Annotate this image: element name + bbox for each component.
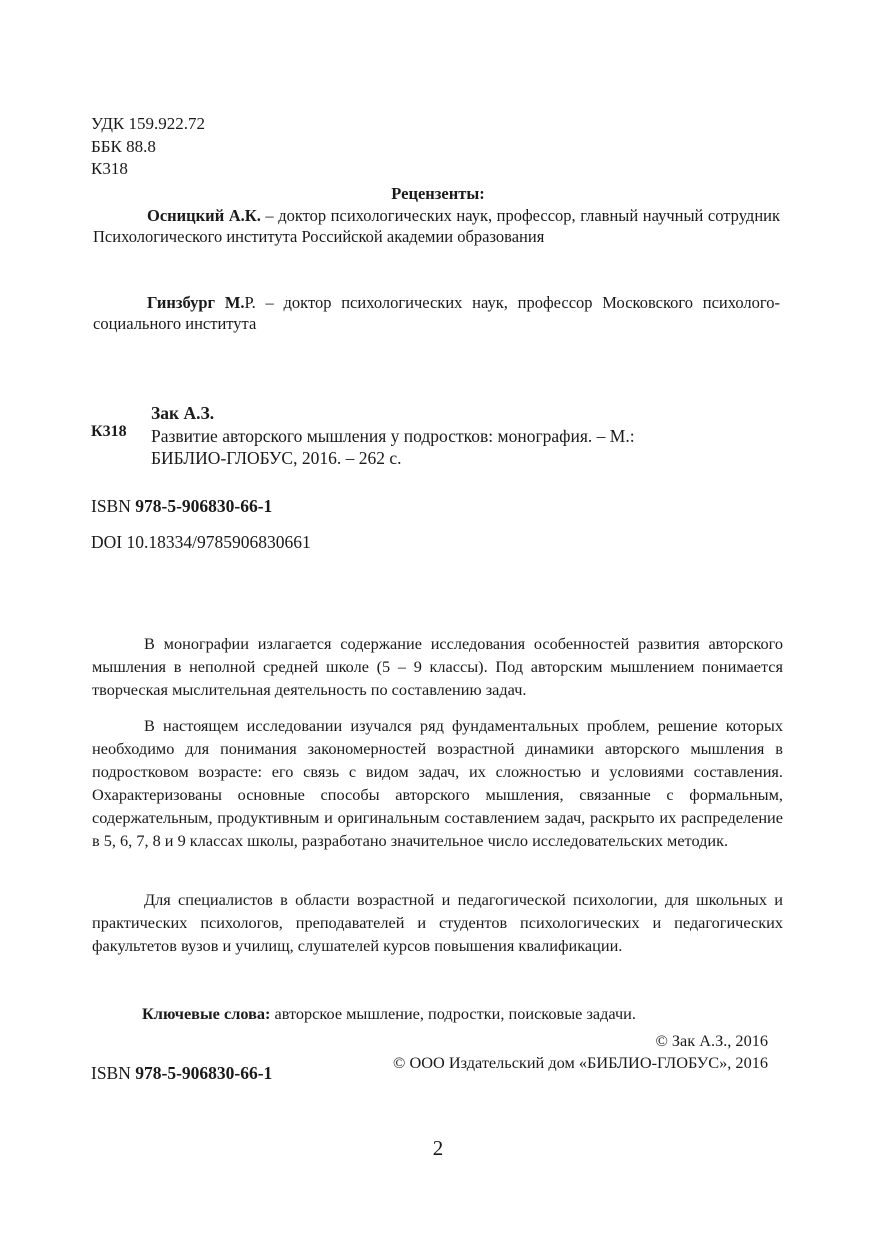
author-sign: К318 xyxy=(91,159,128,178)
copyright-block xyxy=(393,1030,768,1074)
reviewer-2-description: Р. – доктор психологических наук, профессор Московского психолого-социального института xyxy=(93,293,780,333)
page-number: 2 xyxy=(432,1136,444,1160)
catalog-author: Зак А.З. xyxy=(151,403,215,423)
keywords-text: авторское мышление, подростки, поисковые задачи. xyxy=(270,1004,636,1023)
abstract-paragraph-1: В монографии излагается содержание исследования особенностей развития авторского мышления в неполной средней школе (5 – 9 классы). Под авторским мышлением понимается творческая мыслительная деятельность по составлению задач. xyxy=(92,634,783,699)
catalog-sign: К318 xyxy=(91,423,127,440)
udk-code: УДК 159.922.72 xyxy=(91,114,206,133)
catalog-entry xyxy=(151,402,751,470)
isbn-line-bottom xyxy=(91,1061,272,1086)
isbn-number-bottom: 978-5-906830-66-1 xyxy=(135,1063,273,1083)
classification-codes xyxy=(91,113,205,181)
keywords-label: Ключевые слова: xyxy=(142,1004,271,1023)
isbn-line xyxy=(91,494,272,519)
reviewer-1 xyxy=(93,205,780,247)
reviewer-1-description: – доктор психологических наук, профессор, главный научный сотрудник Психологического института Российской академии образования xyxy=(93,206,780,246)
abstract-paragraph-3: Для специалистов в области возрастной и педагогической психологии, для школьных и практических психологов, преподавателей и студентов психологических и педагогических факультетов вузов и училищ, слушателей курсов повышения квалификации. xyxy=(92,890,783,955)
reviewer-2-name: Гинзбург М. xyxy=(147,293,245,312)
isbn-prefix: ISBN xyxy=(91,496,136,516)
copyright-author: © Зак А.З., 2016 xyxy=(655,1031,768,1050)
catalog-title-line-1: Развитие авторского мышления у подростков: монография. – М.: xyxy=(151,425,635,446)
reviewer-1-name: Осницкий А.К. xyxy=(147,206,261,225)
isbn-number: 978-5-906830-66-1 xyxy=(135,496,273,516)
abstract-paragraph-2: В настоящем исследовании изучался ряд фундаментальных проблем, решение которых необходимо для понимания закономерностей возрастной динамики авторского мышления в подростковом возрасте: его связь с видом задач, их сложностью и условиями составления. Охарактеризованы основные способы авторского мышления, связанные с формальным, содержательным, продуктивным и оригинальным составлением задач, раскрыто их распределение в 5, 6, 7, 8 и 9 классах школы, разработано значительное число исследовательских методик. xyxy=(92,716,783,850)
bbk-code: ББК 88.8 xyxy=(91,136,156,156)
doi-line: DOI 10.18334/9785906830661 xyxy=(91,532,311,552)
reviewer-2 xyxy=(93,292,780,334)
copyright-publisher: © ООО Издательский дом «БИБЛИО-ГЛОБУС», 2016 xyxy=(393,1053,768,1072)
reviewers-heading: Рецензенты: xyxy=(391,184,485,203)
keywords-line xyxy=(142,1003,636,1026)
catalog-title-line-2: БИБЛИО-ГЛОБУС, 2016. – 262 с. xyxy=(151,448,402,468)
isbn-prefix-bottom: ISBN xyxy=(91,1063,136,1083)
